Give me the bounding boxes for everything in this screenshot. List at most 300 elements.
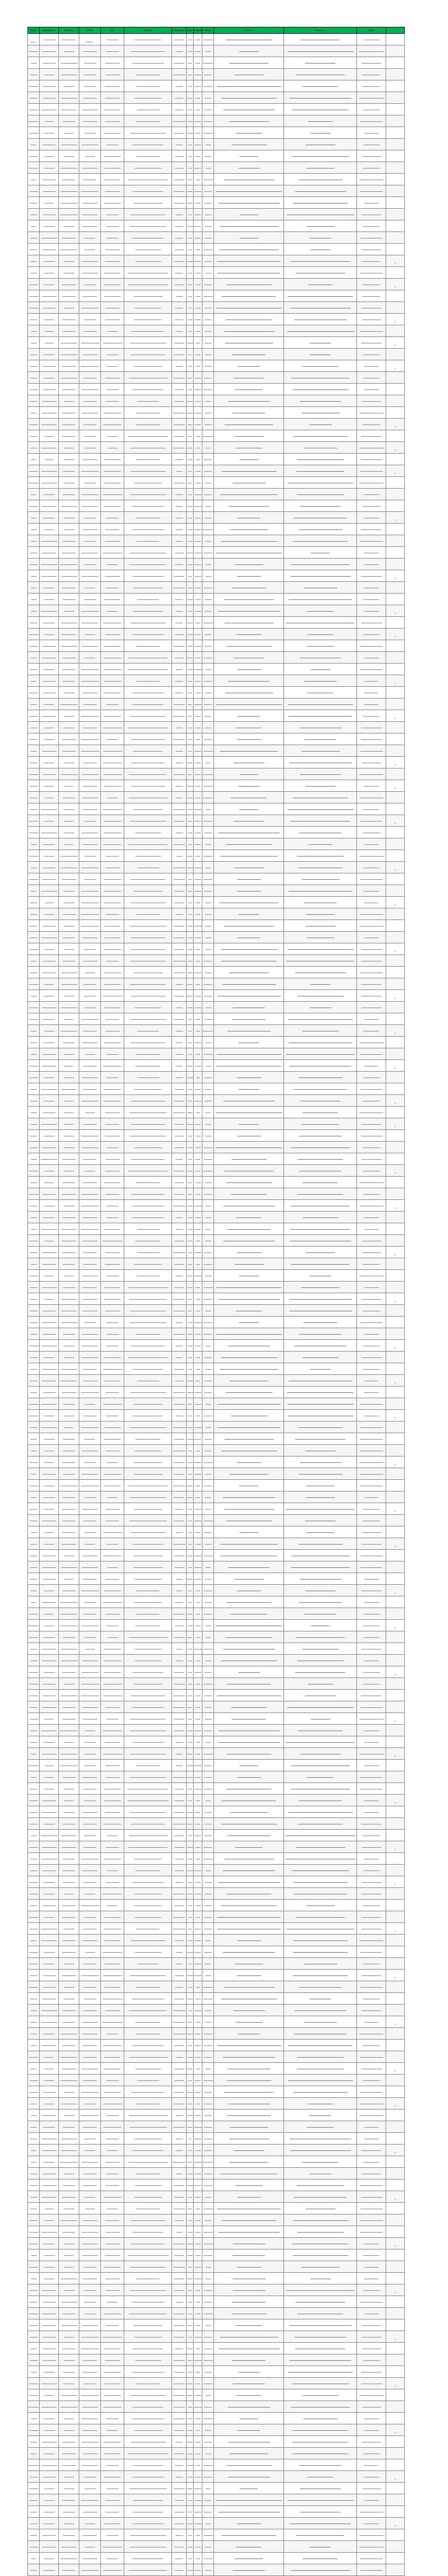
cell-text-placeholder: [42, 646, 56, 647]
table-cell: [40, 908, 59, 920]
cell-text-placeholder: [226, 646, 272, 647]
cell-text-placeholder: [61, 75, 77, 76]
table-cell: [101, 512, 124, 524]
cell-text-placeholder: [45, 331, 54, 332]
table-cell: [386, 873, 405, 885]
cell-text-placeholder: [83, 809, 97, 810]
cell-text-placeholder: [292, 1870, 349, 1872]
cell-text-placeholder: [81, 1684, 99, 1685]
cell-text-placeholder: [289, 98, 351, 99]
cell-text-placeholder: [64, 833, 74, 834]
table-cell: [40, 710, 59, 722]
table-cell: [386, 1608, 405, 1620]
table-cell: [194, 150, 202, 162]
table-cell: [124, 745, 172, 757]
cell-text-placeholder: [194, 1439, 201, 1440]
cell-text-placeholder: [219, 1731, 279, 1732]
table-row: [28, 1981, 405, 1993]
table-cell: [386, 1690, 405, 1701]
cell-text-placeholder: [234, 658, 264, 659]
table-cell: [172, 955, 187, 967]
cell-text-placeholder: [29, 1882, 38, 1883]
cell-text-placeholder: [204, 1766, 212, 1767]
cell-text-placeholder: [44, 133, 54, 134]
cell-text-placeholder: [188, 1882, 192, 1883]
cell-text-placeholder: [195, 1684, 200, 1685]
table-cell: [172, 255, 187, 267]
table-cell: [284, 664, 357, 675]
cell-text-placeholder: [174, 1731, 184, 1732]
cell-text-placeholder: [30, 436, 37, 437]
table-cell: [101, 652, 124, 664]
table-cell: [101, 1713, 124, 1725]
cell-text-placeholder: [173, 1299, 185, 1300]
table-cell: [101, 757, 124, 768]
table-cell: [194, 897, 202, 908]
cell-text-placeholder: [195, 774, 201, 775]
cell-text-placeholder: [107, 1870, 118, 1872]
cell-text-placeholder: [296, 75, 345, 76]
table-cell: [101, 314, 124, 325]
table-cell: [284, 69, 357, 80]
cell-text-placeholder: [194, 1462, 201, 1464]
table-cell: [59, 360, 79, 372]
cell-text-placeholder: [195, 285, 201, 286]
table-cell: [79, 1830, 101, 1841]
cell-text-placeholder: [104, 133, 121, 134]
cell-text-placeholder: [365, 1579, 379, 1580]
table-cell: [79, 69, 101, 80]
cell-text-placeholder: [83, 1964, 96, 1965]
table-cell: [59, 465, 79, 477]
cell-text-placeholder: [30, 1101, 37, 1102]
table-cell: [386, 1060, 405, 1072]
cell-text-placeholder: [364, 1859, 379, 1860]
cell-text-placeholder: [136, 121, 160, 122]
table-cell: [214, 1457, 284, 1468]
table-cell: [28, 1643, 40, 1655]
table-cell: [59, 2040, 79, 2051]
table-cell: [124, 1247, 172, 1258]
cell-text-placeholder: [106, 226, 119, 227]
table-cell: [172, 244, 187, 255]
table-cell: [28, 290, 40, 302]
table-cell: [194, 1888, 202, 1900]
cell-text-placeholder: [236, 2022, 262, 2023]
cell-text-placeholder: [298, 1427, 342, 1429]
cell-text-placeholder: [106, 401, 119, 402]
table-cell: [284, 1328, 357, 1340]
table-row: [28, 640, 405, 652]
table-cell: [202, 1398, 214, 1410]
table-cell: [40, 1212, 59, 1223]
table-cell: [59, 699, 79, 710]
cell-text-placeholder: [64, 1101, 74, 1102]
cell-text-placeholder: [188, 1427, 192, 1429]
table-cell: [284, 1853, 357, 1865]
table-cell: [172, 862, 187, 873]
table-cell: [357, 1095, 386, 1107]
cell-text-placeholder: [217, 1917, 281, 1918]
table-cell: [59, 1188, 79, 1200]
cell-text-placeholder: [205, 1824, 211, 1825]
cell-text-placeholder: [204, 879, 212, 880]
cell-text-placeholder: [30, 203, 37, 204]
cell-text-placeholder: [131, 961, 166, 962]
table-cell: [214, 524, 284, 535]
table-row: [28, 454, 405, 465]
table-cell: [194, 1363, 202, 1375]
table-cell: [202, 897, 214, 908]
cell-text-placeholder: [29, 1019, 38, 1020]
cell-text: SI: [394, 1721, 396, 1722]
table-cell: [59, 1375, 79, 1387]
table-cell: [124, 1387, 172, 1398]
table-cell: [59, 1818, 79, 1830]
table-cell: [214, 1025, 284, 1037]
table-cell: [194, 687, 202, 699]
cell-text-placeholder: [29, 693, 38, 694]
table-cell: [28, 349, 40, 360]
table-cell: [79, 1911, 101, 1923]
table-cell: [194, 1422, 202, 1433]
cell-text-placeholder: [304, 1964, 337, 1965]
table-cell: [202, 978, 214, 990]
table-cell: [214, 2028, 284, 2040]
table-cell: [172, 1853, 187, 1865]
table-cell: [202, 279, 214, 290]
table-row: [28, 1480, 405, 1491]
table-cell: [386, 1235, 405, 1247]
cell-text-placeholder: [132, 529, 164, 531]
cell-text-placeholder: [299, 1334, 342, 1335]
table-cell: [357, 1282, 386, 1293]
cell-text-placeholder: [364, 588, 379, 589]
table-row: [28, 1585, 405, 1596]
table-cell: [202, 395, 214, 407]
table-cell: [28, 57, 40, 69]
table-cell: [202, 1515, 214, 1526]
cell-text-placeholder: [363, 1509, 380, 1510]
table-cell: [28, 640, 40, 652]
table-cell: [386, 745, 405, 757]
table-cell: [101, 1620, 124, 1631]
cell-text-placeholder: [82, 1217, 97, 1219]
table-cell: [187, 255, 194, 267]
cell-text-placeholder: [62, 285, 76, 286]
cell-text-placeholder: [131, 355, 165, 356]
table-cell: [79, 57, 101, 69]
table-cell: [202, 652, 214, 664]
cell-text-placeholder: [362, 1649, 381, 1650]
table-cell: [386, 699, 405, 710]
cell-text-placeholder: [104, 1427, 121, 1429]
table-cell: [202, 477, 214, 489]
table-cell: [284, 1620, 357, 1631]
cell-text-placeholder: [85, 856, 96, 857]
table-cell: [284, 559, 357, 570]
table-cell: [214, 1293, 284, 1305]
cell-text-placeholder: [43, 180, 56, 181]
table-cell: [284, 150, 357, 162]
cell-text-placeholder: [62, 1392, 76, 1394]
table-cell: [40, 535, 59, 547]
table-row: [28, 1060, 405, 1072]
table-cell: [28, 1305, 40, 1317]
cell-text-placeholder: [363, 2080, 380, 2082]
table-cell: [28, 2051, 40, 2063]
cell-text-placeholder: [195, 250, 200, 251]
cell-text-placeholder: [360, 1054, 382, 1055]
table-cell: [59, 885, 79, 897]
table-cell: [59, 1526, 79, 1538]
table-cell: [124, 454, 172, 465]
cell-text-placeholder: [205, 1801, 211, 1802]
cell-text-placeholder: [85, 588, 95, 589]
cell-text-placeholder: [205, 1836, 212, 1837]
table-cell: [386, 174, 405, 185]
cell-text-placeholder: [204, 1486, 212, 1487]
table-cell: [40, 1888, 59, 1900]
table-cell: [284, 1678, 357, 1690]
table-cell: [194, 827, 202, 838]
cell-text-placeholder: [44, 949, 54, 950]
table-cell: [28, 430, 40, 442]
table-cell: [172, 1200, 187, 1212]
table-cell: [59, 1585, 79, 1596]
table-row: [28, 2051, 405, 2063]
table-cell: [79, 454, 101, 465]
cell-text-placeholder: [204, 1952, 212, 1953]
cell-text-placeholder: [134, 1556, 163, 1557]
table-cell: [101, 955, 124, 967]
cell-text-placeholder: [365, 133, 379, 134]
cell-text-placeholder: [131, 949, 165, 950]
cell-text-placeholder: [104, 1043, 121, 1044]
table-cell: [194, 1760, 202, 1771]
cell-text-placeholder: [286, 1836, 355, 1837]
cell-text-placeholder: [174, 63, 184, 64]
table-cell: [194, 1678, 202, 1690]
table-cell: [214, 325, 284, 337]
table-cell: [357, 1830, 386, 1841]
cell-text-placeholder: [104, 2057, 120, 2058]
table-cell: [187, 1375, 194, 1387]
cell-text-placeholder: [204, 494, 212, 496]
cell-text-placeholder: [240, 215, 258, 216]
table-cell: [124, 838, 172, 850]
cell-text-placeholder: [132, 238, 163, 239]
table-cell: [28, 780, 40, 792]
table-cell: [214, 943, 284, 955]
table-cell: [214, 815, 284, 827]
table-cell: [214, 955, 284, 967]
cell-text-placeholder: [83, 1812, 97, 1813]
cell-text-placeholder: [176, 331, 183, 332]
table-cell: [386, 1538, 405, 1550]
table-cell: [101, 815, 124, 827]
table-cell: [214, 1200, 284, 1212]
table-cell: [187, 290, 194, 302]
cell-text-placeholder: [103, 1731, 122, 1732]
table-cell: [40, 524, 59, 535]
table-cell: [101, 524, 124, 535]
table-cell: [28, 1935, 40, 1946]
cell-text-placeholder: [81, 343, 99, 344]
table-cell: [386, 1666, 405, 1678]
table-cell: [284, 1993, 357, 2005]
table-cell: [357, 1806, 386, 1818]
cell-text-placeholder: [30, 1719, 38, 1720]
cell-text-placeholder: [105, 576, 120, 577]
cell-text-placeholder: [30, 448, 37, 449]
table-cell: [386, 1713, 405, 1725]
table-cell: [194, 1317, 202, 1328]
cell-text-placeholder: [103, 623, 121, 624]
cell-text-placeholder: [107, 1078, 118, 1079]
table-cell: [357, 652, 386, 664]
cell-text-placeholder: [195, 1147, 201, 1149]
table-cell: [187, 104, 194, 115]
table-cell: [357, 1725, 386, 1736]
table-cell: [202, 862, 214, 873]
table-cell: [284, 360, 357, 372]
table-cell: [59, 34, 79, 45]
cell-text-placeholder: [83, 1416, 97, 1417]
table-cell: [101, 617, 124, 629]
cell-text-placeholder: [83, 1031, 97, 1032]
table-cell: [357, 1083, 386, 1095]
cell-text-placeholder: [188, 238, 192, 239]
cell-text-placeholder: [204, 1159, 212, 1160]
table-cell: [124, 827, 172, 838]
table-cell: [187, 267, 194, 279]
table-cell: [357, 1002, 386, 1013]
cell-text-placeholder: [104, 681, 121, 682]
table-cell: [357, 1631, 386, 1643]
cell-text-placeholder: [188, 821, 192, 822]
table-cell: [40, 1643, 59, 1655]
table-cell: [202, 2016, 214, 2028]
table-cell: [28, 687, 40, 699]
table-cell: [124, 314, 172, 325]
table-cell: [124, 1037, 172, 1048]
table-cell: [28, 664, 40, 675]
table-cell: [28, 232, 40, 244]
cell-text-placeholder: [363, 1905, 380, 1907]
cell-text-placeholder: [135, 2069, 161, 2070]
cell-text-placeholder: [196, 2069, 200, 2070]
cell-text-placeholder: [187, 1975, 193, 1977]
table-cell: [79, 803, 101, 815]
cell-text-placeholder: [42, 879, 56, 880]
cell-text-placeholder: [104, 1486, 121, 1487]
table-cell: [101, 920, 124, 932]
cell-text-placeholder: [29, 774, 38, 775]
table-cell: [59, 185, 79, 197]
table-cell: [194, 745, 202, 757]
table-cell: [59, 279, 79, 290]
table-cell: [386, 209, 405, 220]
table-cell: [187, 1352, 194, 1363]
table-cell: [59, 80, 79, 92]
table-row: [28, 803, 405, 815]
cell-text-placeholder: [296, 471, 344, 472]
cell-text-placeholder: [205, 1544, 212, 1545]
cell-text: SI: [394, 520, 396, 521]
table-cell: [187, 185, 194, 197]
cell-text-placeholder: [128, 658, 167, 659]
table-cell: [172, 1620, 187, 1631]
table-cell: [386, 757, 405, 768]
table-cell: [214, 547, 284, 559]
cell-text-placeholder: [174, 436, 184, 437]
table-cell: [214, 1375, 284, 1387]
cell-text-placeholder: [29, 856, 38, 857]
table-cell: [59, 967, 79, 978]
cell-text-placeholder: [174, 1521, 184, 1522]
cell-text-placeholder: [41, 1836, 57, 1837]
cell-text-placeholder: [231, 1416, 267, 1417]
table-cell: [194, 1130, 202, 1142]
cell-text-placeholder: [137, 868, 159, 869]
table-cell: [284, 1212, 357, 1223]
table-cell: [59, 559, 79, 570]
table-row: [28, 1771, 405, 1783]
table-cell: [59, 115, 79, 127]
table-row: [28, 1970, 405, 1981]
table-cell: [194, 1701, 202, 1713]
cell-text-placeholder: [188, 75, 192, 76]
table-cell: [172, 1247, 187, 1258]
table-cell: [101, 780, 124, 792]
cell-text-placeholder: [104, 1008, 121, 1009]
table-cell: [284, 652, 357, 664]
table-cell: [59, 1631, 79, 1643]
cell-text-placeholder: [237, 1591, 261, 1592]
cell-text-placeholder: [223, 1241, 275, 1242]
table-cell: [40, 1340, 59, 1352]
table-cell: [101, 267, 124, 279]
cell-text-placeholder: [204, 1556, 213, 1557]
cell-text-placeholder: [361, 728, 382, 729]
cell-text-placeholder: [187, 634, 193, 636]
table-cell: [124, 1981, 172, 1993]
table-cell: [386, 1340, 405, 1352]
cell-text-placeholder: [221, 1661, 277, 1662]
cell-text-placeholder: [63, 798, 75, 799]
cell-text-placeholder: [288, 1019, 353, 1020]
cell-text-placeholder: [365, 938, 379, 939]
cell-text-placeholder: [103, 1696, 122, 1697]
cell-text-placeholder: [103, 343, 122, 344]
table-cell: [28, 605, 40, 617]
cell-text-placeholder: [194, 1567, 201, 1568]
cell-text-placeholder: [225, 693, 273, 694]
cell-text-placeholder: [363, 1521, 380, 1522]
table-cell: [59, 430, 79, 442]
table-cell: [187, 605, 194, 617]
table-cell: [214, 1445, 284, 1457]
table-cell: [357, 174, 386, 185]
table-cell: [202, 792, 214, 803]
table-cell: [124, 1270, 172, 1282]
table-cell: [28, 1317, 40, 1328]
cell-text-placeholder: [132, 1882, 164, 1883]
table-cell: [194, 1666, 202, 1678]
table-cell: [284, 699, 357, 710]
table-cell: [284, 1596, 357, 1608]
